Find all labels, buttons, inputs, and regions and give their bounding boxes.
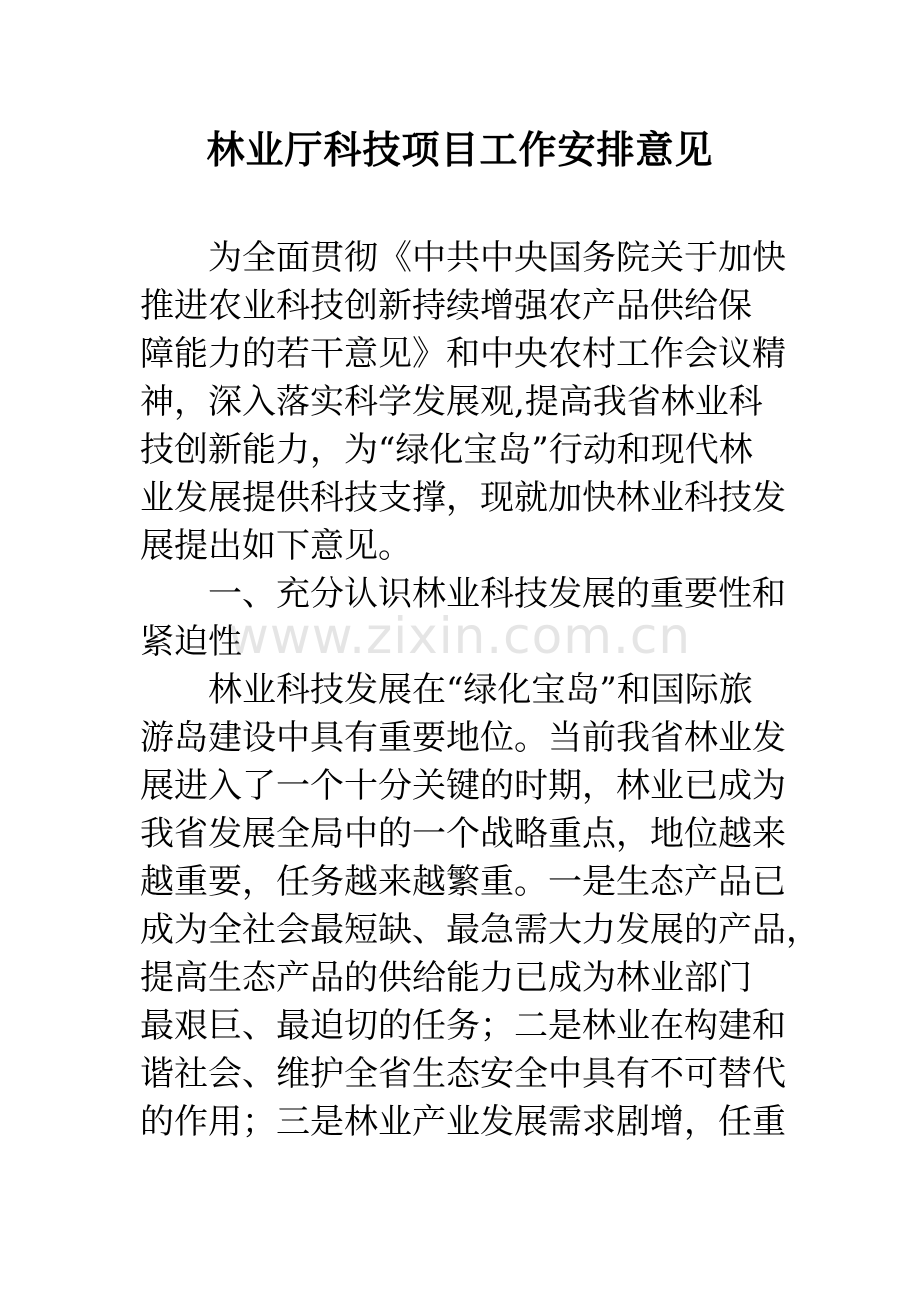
paragraph-line: 展进入了一个十分关键的时期，林业已成为 [140, 766, 786, 806]
section-heading-line: 紧迫性 [140, 622, 242, 662]
paragraph-line: 技创新能力，为“绿化宝岛”行动和现代林 [140, 430, 753, 470]
paragraph-line: 展提出如下意见。 [140, 526, 412, 566]
watermark: www.zixin.com.cn [228, 607, 692, 665]
paragraph-line: 谐社会、维护全省生态安全中具有不可替代 [140, 1054, 786, 1094]
section-heading-line: 一、充分认识林业科技发展的重要性和 [208, 574, 786, 614]
paragraph-line: 林业科技发展在“绿化宝岛”和国际旅 [208, 670, 753, 710]
paragraph-line: 游岛建设中具有重要地位。当前我省林业发 [140, 718, 786, 758]
paragraph-line: 最艰巨、最迫切的任务；二是林业在构建和 [140, 1006, 786, 1046]
paragraph-line: 成为全社会最短缺、最急需大力发展的产品， [140, 910, 820, 950]
paragraph-line: 我省发展全局中的一个战略重点，地位越来 [140, 814, 786, 854]
paragraph-line: 提高生态产品的供给能力已成为林业部门 [140, 958, 752, 998]
document-title: 林业厅科技项目工作安排意见 [206, 127, 714, 172]
paragraph-line: 神，深入落实科学发展观,提高我省林业科 [140, 382, 763, 422]
paragraph-line: 障能力的若干意见》和中央农村工作会议精 [140, 334, 786, 374]
paragraph-line: 推进农业科技创新持续增强农产品供给保 [140, 286, 752, 326]
paragraph-line: 越重要，任务越来越繁重。一是生态产品已 [140, 862, 786, 902]
paragraph-line: 业发展提供科技支撑，现就加快林业科技发 [140, 478, 786, 518]
paragraph-line: 的作用；三是林业产业发展需求剧增，任重 [140, 1102, 786, 1142]
paragraph-line: 为全面贯彻《中共中央国务院关于加快 [208, 238, 786, 278]
